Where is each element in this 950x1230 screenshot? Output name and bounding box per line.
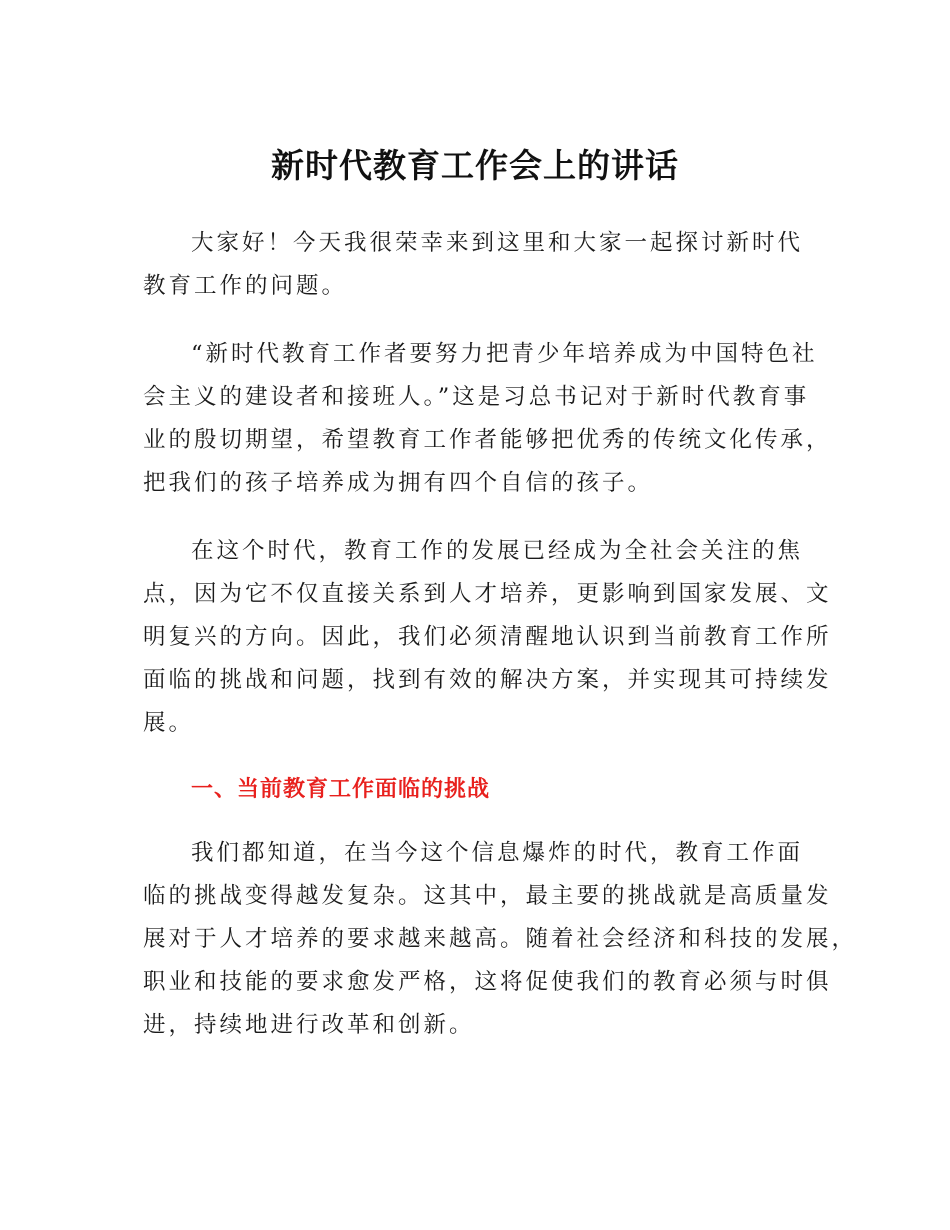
- text-line: 展。: [143, 710, 195, 736]
- text-line: 我们都知道，在当今这个信息爆炸的时代，教育工作面: [191, 840, 804, 866]
- paragraph-challenges: [143, 832, 858, 1047]
- page-title: 新时代教育工作会上的讲话: [271, 146, 679, 185]
- text-line: 大家好！今天我很荣幸来到这里和大家一起探讨新时代: [191, 230, 804, 256]
- text-line: 教育工作的问题。: [143, 273, 348, 299]
- document-body: [143, 222, 858, 1072]
- text-line: 职业和技能的要求愈发严格，这将促使我们的教育必须与时俱: [143, 969, 832, 995]
- text-line: 把我们的孩子培养成为拥有四个自信的孩子。: [143, 470, 654, 496]
- text-line: 进，持续地进行改革和创新。: [143, 1012, 475, 1038]
- text-line: 业的殷切期望，希望教育工作者能够把优秀的传统文化传承，: [143, 427, 832, 453]
- paragraph-greeting: [143, 222, 815, 308]
- text-line: 明复兴的方向。因此，我们必须清醒地认识到当前教育工作所: [143, 624, 832, 650]
- text-line: 展对于人才培养的要求越来越高。随着社会经济和科技的发展，: [143, 926, 858, 952]
- text-line: 会主义的建设者和接班人。”这是习总书记对于新时代教育事: [143, 384, 810, 410]
- text-line: 临的挑战变得越发复杂。这其中，最主要的挑战就是高质量发: [143, 883, 832, 909]
- paragraph-quote: [143, 333, 832, 505]
- text-line: 在这个时代，教育工作的发展已经成为全社会关注的焦: [191, 538, 804, 564]
- text-line: 面临的挑战和问题，找到有效的解决方案，并实现其可持续发: [143, 667, 832, 693]
- text-line: “新时代教育工作者要努力把青少年培养成为中国特色社: [191, 341, 818, 367]
- text-line: 点，因为它不仅直接关系到人才培养，更影响到国家发展、文: [143, 581, 832, 607]
- paragraph-era: [143, 530, 832, 745]
- section-heading: 一、当前教育工作面临的挑战: [191, 777, 491, 802]
